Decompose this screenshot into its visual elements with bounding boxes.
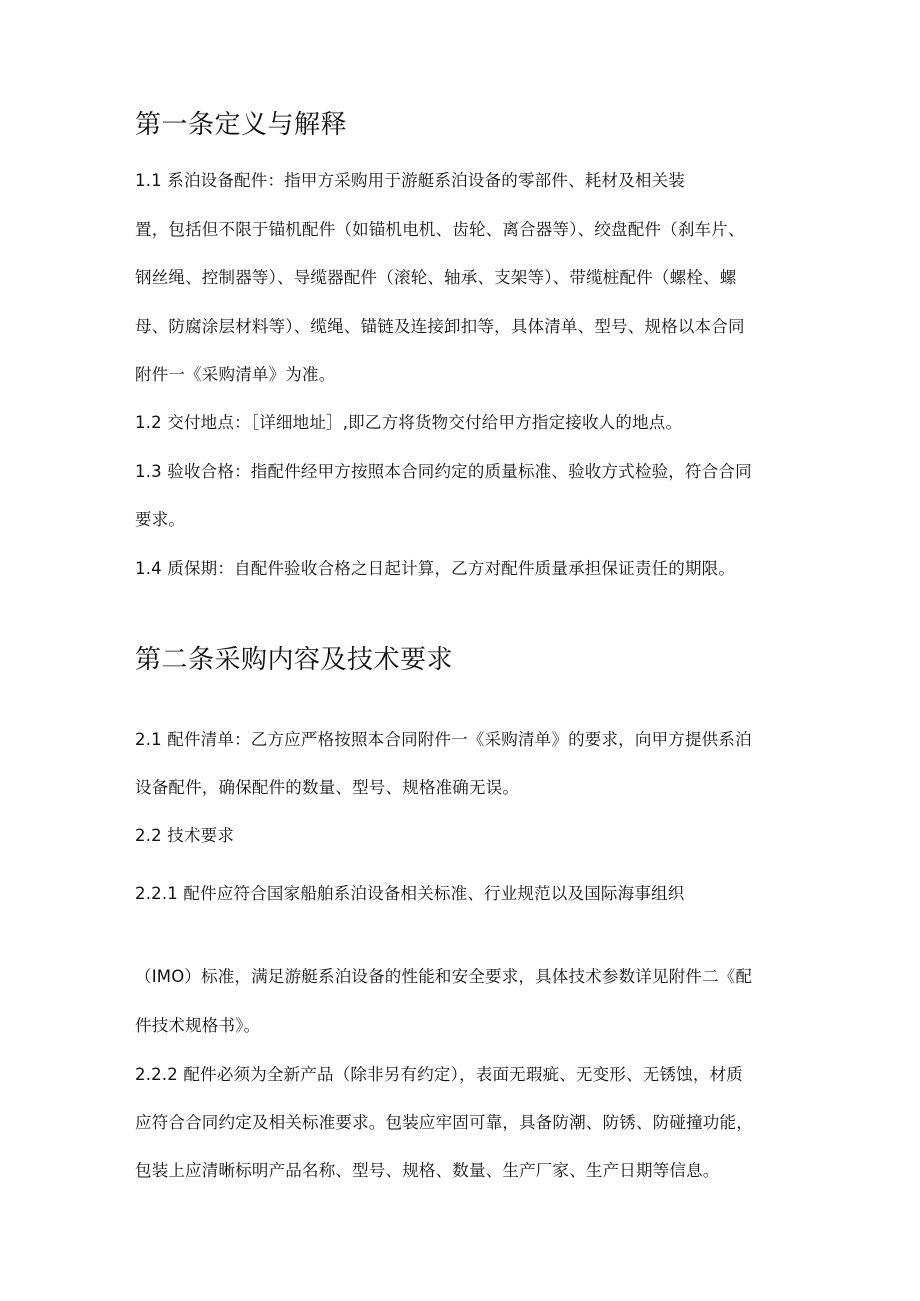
section-2-line: 件技术规格书》。 [135, 1016, 261, 1035]
section-1-line: 钢丝绳、控制器等）、导缆器配件（滚轮、轴承、支架等）、带缆桩配件（螺栓、螺 [135, 268, 737, 287]
section-1-line: 母、防腐涂层材料等）、缆绳、锚链及连接卸扣等，具体清单、型号、规格以本合同 [135, 317, 745, 336]
section-1-line: 置，包括但不限于锚机配件（如锚机电机、齿轮、离合器等）、绞盘配件（刹车片、 [135, 220, 745, 239]
section-2-line: 包装上应清晰标明产品名称、型号、规格、数量、生产厂家、生产日期等信息。 [135, 1161, 720, 1180]
section-2-line: 应符合合同约定及相关标准要求。包装应牢固可靠，具备防潮、防锈、防碰撞功能， [135, 1113, 753, 1132]
section-2-line: 2.2 技术要求 [135, 826, 235, 845]
section-2-line: 2.2.2 配件必须为全新产品（除非另有约定），表面无瑕疵、无变形、无锈蚀，材质 [135, 1065, 743, 1084]
section-1-line: 要求。 [135, 510, 186, 529]
section-2-line: 2.1 配件清单：乙方应严格按照本合同附件一《采购清单》的要求，向甲方提供系泊 [135, 730, 752, 749]
section-1-line: 1.2 交付地点：［详细地址］,即乙方将货物交付给甲方指定接收人的地点。 [135, 413, 683, 432]
section-2-title: 第二条采购内容及技术要求 [135, 645, 454, 675]
section-1-line: 1.4 质保期：自配件验收合格之日起计算，乙方对配件质量承担保证责任的期限。 [135, 559, 736, 578]
section-2-line: 2.2.1 配件应符合国家船舶系泊设备相关标准、行业规范以及国际海事组织 [135, 884, 685, 903]
section-2-line: （IMO）标准，满足游艇系泊设备的性能和安全要求，具体技术参数详见附件二《配 [135, 967, 753, 986]
section-1-line: 附件一《采购清单》为准。 [135, 365, 336, 384]
section-2-line: 设备配件，确保配件的数量、型号、规格准确无误。 [135, 778, 520, 797]
section-1-line: 1.1 系泊设备配件：指甲方采购用于游艇系泊设备的零部件、耗材及相关装 [135, 171, 685, 190]
section-1-title: 第一条定义与解释 [135, 110, 348, 140]
section-1-line: 1.3 验收合格：指配件经甲方按照本合同约定的质量标准、验收方式检验，符合合同 [135, 462, 752, 481]
